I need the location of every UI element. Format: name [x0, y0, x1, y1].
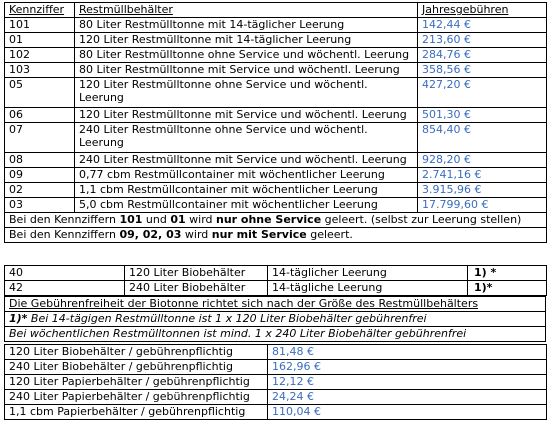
row-code: 02 [5, 183, 75, 198]
charged-desc: 1,1 cbm Papierbehälter / gebührenpflichtig [5, 405, 268, 420]
charged-fee: 81,48 € [268, 345, 547, 360]
row-desc: 1,1 cbm Restmüllcontainer mit wöchentlicher Leerung [75, 183, 418, 198]
row-code: 05 [5, 78, 75, 108]
charged-fee: 110,04 € [268, 405, 547, 420]
row-code: 06 [5, 108, 75, 123]
row-desc: 5,0 cbm Restmüllcontainer mit wöchentlicher Leerung [75, 198, 418, 213]
exemption-line-1 [5, 312, 546, 327]
header-container: Restmüllbehälter [75, 3, 418, 18]
exemption-heading: Die Gebührenfreiheit der Biotonne richtet sich nach der Größe des Restmüllbehälters [5, 297, 546, 312]
note-text: geleert. [306, 228, 353, 241]
note-row [5, 327, 546, 342]
charged-table [4, 344, 547, 420]
row-fee: 17.799,60 € [418, 198, 547, 213]
row-code: 102 [5, 48, 75, 63]
note-row [5, 297, 546, 312]
row-fee: 3.915,96 € [418, 183, 547, 198]
fees-table [4, 2, 547, 243]
bio-footnote-ref: 1)* [468, 281, 547, 296]
header-code: Kennziffer [5, 3, 75, 18]
exemption-text: Bei 14-tägigen Restmülltonne ist 1 x 120 Liter Biobehälter gebührenfrei [27, 312, 427, 325]
row-fee: 854,40 € [418, 123, 547, 153]
bio-code: 42 [5, 281, 125, 296]
charged-fee: 24,24 € [268, 390, 547, 405]
table-row [5, 18, 547, 33]
charged-fee: 12,12 € [268, 375, 547, 390]
charged-fee: 162,96 € [268, 360, 547, 375]
table-row [5, 108, 547, 123]
bio-table [4, 265, 547, 296]
bio-code: 40 [5, 266, 125, 281]
row-desc: 0,77 cbm Restmüllcontainer mit wöchentlicher Leerung [75, 168, 418, 183]
bio-container: 240 Liter Biobehälter [125, 281, 268, 296]
exemption-notes [4, 296, 546, 342]
row-desc: 240 Liter Restmülltonne ohne Service und wöchentl. Leerung [75, 123, 418, 153]
note-text: geleert. (selbst zur Leerung stellen) [321, 213, 522, 226]
charged-desc: 240 Liter Papierbehälter / gebührenpflichtig [5, 390, 268, 405]
note-row [5, 312, 546, 327]
row-code: 09 [5, 168, 75, 183]
row-desc: 80 Liter Restmülltonne mit Service und wöchentl. Leerung [75, 63, 418, 78]
row-code: 07 [5, 123, 75, 153]
table-row [5, 48, 547, 63]
row-code: 01 [5, 33, 75, 48]
charged-desc: 240 Liter Biobehälter / gebührenpflichtig [5, 360, 268, 375]
row-code: 103 [5, 63, 75, 78]
note-text: Bei den Kennziffern [9, 213, 120, 226]
charged-desc: 120 Liter Papierbehälter / gebührenpflichtig [5, 375, 268, 390]
row-fee: 284,76 € [418, 48, 547, 63]
table-row [5, 198, 547, 213]
note-emphasis: nur ohne Service [216, 213, 322, 226]
table-row [5, 63, 547, 78]
row-desc: 80 Liter Restmülltonne ohne Service und wöchentl. Leerung [75, 48, 418, 63]
row-desc: 120 Liter Restmülltonne mit 14-täglicher Leerung [75, 33, 418, 48]
row-fee: 213,60 € [418, 33, 547, 48]
table-row [5, 375, 547, 390]
row-fee: 142,44 € [418, 18, 547, 33]
row-fee: 501,30 € [418, 108, 547, 123]
table-row [5, 360, 547, 375]
table-row [5, 281, 547, 296]
note-emphasis: nur mit Service [211, 228, 307, 241]
table-row [5, 123, 547, 153]
row-desc: 120 Liter Restmülltonne ohne Service und wöchentl. Leerung [75, 78, 418, 108]
note-service-free [5, 213, 547, 228]
bio-footnote-ref: 1) * [468, 266, 547, 281]
note-code: 101 [119, 213, 143, 226]
table-row [5, 345, 547, 360]
row-desc: 80 Liter Restmülltonne mit 14-täglicher Leerung [75, 18, 418, 33]
row-fee: 2.741,16 € [418, 168, 547, 183]
row-code: 03 [5, 198, 75, 213]
exemption-line-2: Bei wöchentlichen Restmülltonnen ist mind. 1 x 240 Liter Biobehälter gebührenfrei [5, 327, 546, 342]
table-row [5, 153, 547, 168]
bio-interval: 14-tägliche Leerung [268, 281, 468, 296]
row-desc: 240 Liter Restmülltonne mit Service und wöchentl. Leerung [75, 153, 418, 168]
row-code: 08 [5, 153, 75, 168]
table-row [5, 390, 547, 405]
note-codes: 09, 02, 03 [119, 228, 182, 241]
note-row [5, 228, 547, 243]
table-row [5, 183, 547, 198]
table-row [5, 266, 547, 281]
table-header-row [5, 3, 547, 18]
row-desc: 120 Liter Restmülltonne mit Service und wöchentl. Leerung [75, 108, 418, 123]
table-row [5, 405, 547, 420]
row-fee: 358,56 € [418, 63, 547, 78]
bio-container: 120 Liter Biobehälter [125, 266, 268, 281]
note-row [5, 213, 547, 228]
footnote-mark: 1)* [9, 312, 28, 325]
header-fee: Jahresgebühren [418, 3, 547, 18]
table-row [5, 78, 547, 108]
note-text: Bei den Kennziffern [9, 228, 120, 241]
note-text: wird [181, 228, 212, 241]
note-service-only [5, 228, 547, 243]
row-fee: 928,20 € [418, 153, 547, 168]
charged-desc: 120 Liter Biobehälter / gebührenpflichtig [5, 345, 268, 360]
row-code: 101 [5, 18, 75, 33]
table-row [5, 33, 547, 48]
note-text: und [142, 213, 171, 226]
table-row [5, 168, 547, 183]
note-text: wird [185, 213, 216, 226]
note-code: 01 [170, 213, 186, 226]
bio-interval: 14-täglicher Leerung [268, 266, 468, 281]
row-fee: 427,20 € [418, 78, 547, 108]
